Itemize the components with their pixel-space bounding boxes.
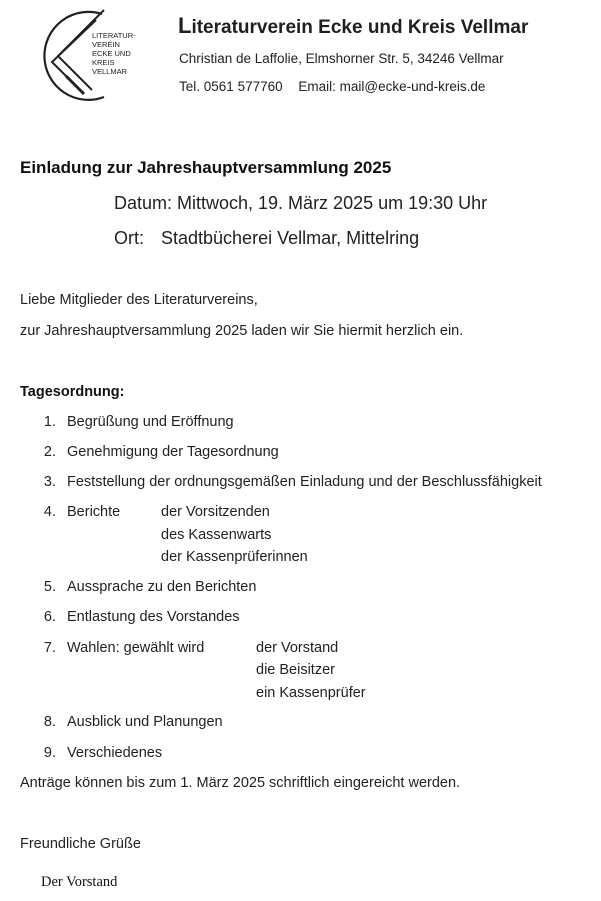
agenda-subitem: der Vorstand [256, 640, 339, 656]
organization-name [178, 13, 528, 39]
agenda-subitem: die Beisitzer [256, 662, 335, 678]
signature: Der Vorstand [41, 874, 118, 890]
location-label: Ort: [114, 228, 144, 248]
agenda-item-number: 2. [43, 444, 56, 460]
location-value: Stadtbücherei Vellmar, Mittelring [161, 228, 420, 248]
agenda-item-text: Berichte [67, 504, 121, 520]
agenda-subitem: der Kassenprüferinnen [161, 549, 308, 565]
logo-text-line: KREIS [92, 58, 115, 67]
phone-label: Tel. [179, 79, 201, 94]
logo-text-line: ECKE UND [92, 49, 131, 58]
agenda-item-text: Verschiedenes [67, 745, 163, 761]
agenda-subitem: des Kassenwarts [161, 527, 272, 543]
invitation-title: Einladung zur Jahreshauptversammlung 2025 [20, 158, 392, 177]
logo-text-line: VELLMAR [92, 67, 128, 76]
phone-number: 0561 577760 [203, 79, 283, 94]
email-label: Email: [298, 79, 336, 94]
organization-contact [179, 79, 485, 94]
organization-address: Christian de Laffolie, Elmshorner Str. 5, 34246 Vellmar [179, 51, 504, 66]
motions-deadline: Anträge können bis zum 1. März 2025 schriftlich eingereicht werden. [20, 775, 461, 791]
agenda-item-number: 4. [43, 504, 56, 520]
agenda-item-number: 9. [43, 745, 56, 761]
meeting-date: Datum: Mittwoch, 19. März 2025 um 19:30 Uhr [114, 193, 488, 213]
agenda-item-text: Feststellung der ordnungsgemäßen Einladung und der Beschlussfähigkeit [67, 474, 542, 490]
agenda-item-text: Wahlen: gewählt wird [67, 640, 205, 656]
organization-initial: L [178, 13, 192, 38]
agenda-item-number: 5. [43, 579, 56, 595]
agenda-item-text: Entlastung des Vorstandes [67, 609, 240, 625]
greeting: Liebe Mitglieder des Literaturvereins, [20, 292, 258, 308]
agenda-item-number: 3. [43, 474, 56, 490]
association-logo [22, 6, 136, 104]
agenda-item-number: 6. [43, 609, 56, 625]
organization-name-rest: iteraturverein Ecke und Kreis Vellmar [191, 17, 529, 38]
agenda-item-number: 7. [43, 640, 56, 656]
agenda-item-text: Genehmigung der Tagesordnung [67, 444, 279, 460]
agenda-item-number: 1. [43, 414, 56, 430]
agenda-heading: Tagesordnung: [20, 384, 125, 400]
agenda-item-text: Ausblick und Planungen [67, 714, 223, 730]
intro-text: zur Jahreshauptversammlung 2025 laden wir Sie hiermit herzlich ein. [20, 323, 464, 339]
agenda-item-text: Aussprache zu den Berichten [67, 579, 257, 595]
agenda-item-number: 8. [43, 714, 56, 730]
agenda-subitem: der Vorsitzenden [161, 504, 270, 520]
agenda-item-text: Begrüßung und Eröffnung [67, 414, 234, 430]
logo-mark-icon [22, 6, 136, 104]
logo-text-line: VEREIN [92, 40, 120, 49]
agenda-subitem: ein Kassenprüfer [256, 685, 366, 701]
logo-text-line: LITERATUR- [92, 31, 136, 40]
closing-regards: Freundliche Grüße [20, 836, 141, 852]
meeting-location [114, 228, 419, 249]
email-address: mail@ecke-und-kreis.de [339, 79, 486, 94]
